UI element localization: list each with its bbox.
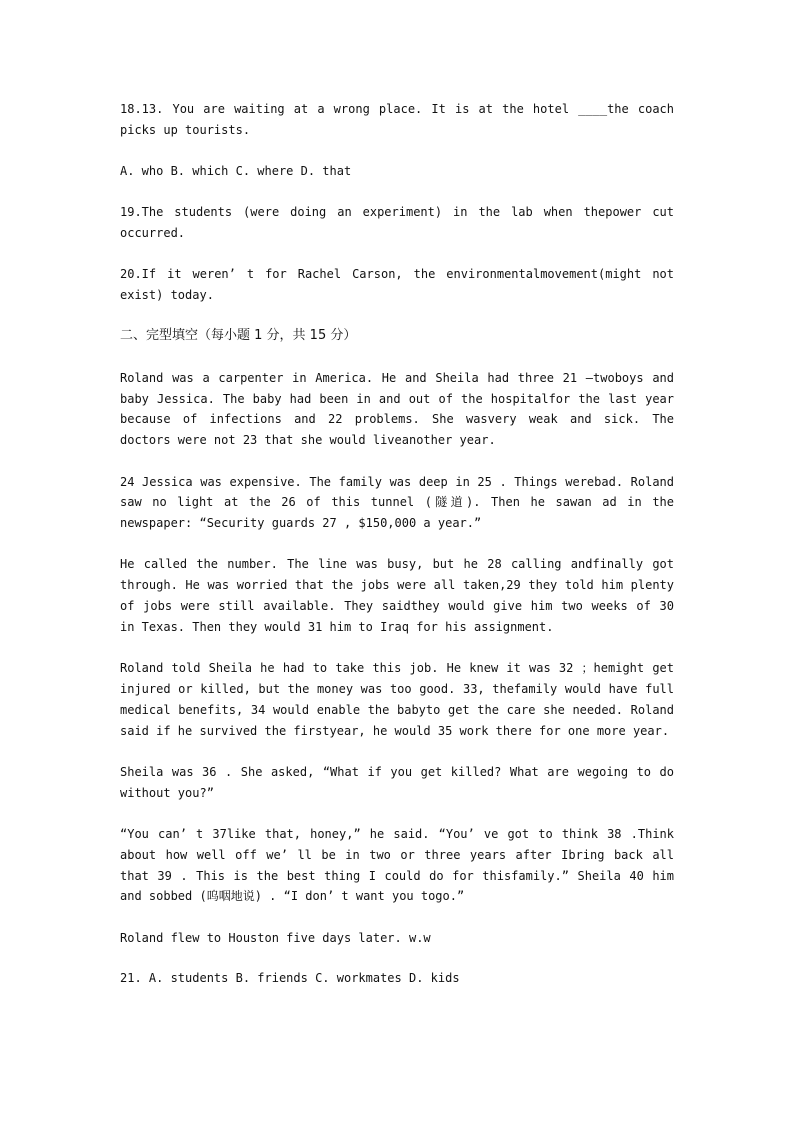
section-heading-cloze: 二、完型填空（每小题 1 分，共 15 分）: [120, 328, 357, 344]
question-19: 19.The students (were doing an experiment) in the lab when thepower cut occurred.: [120, 204, 674, 240]
document-page: [120, 99, 674, 1009]
question-18-options: A. who B. which C. where D. that: [120, 164, 352, 179]
question-18: 18.13. You are waiting at a wrong place. It is at the hotel ____the coach picks up tourists.: [120, 102, 674, 137]
passage-paragraph-3: He called the number. The line was busy, but he 28 calling andfinally got through. He was worried that the jobs were all taken,29 they told him plenty of jobs were still available. They saidthey would give him two weeks of 30 in Texas. Then they would 31 him to Iraq for his assignment.: [120, 557, 674, 634]
question-20: 20.If it weren’ t for Rachel Carson, the environmentalmovement(might not exist) today.: [120, 266, 674, 302]
passage-paragraph-4: Roland told Sheila he had to take this job. He knew it was 32 ；hemight get injured or killed, but the money was too good. 33, thefamily would have full medical benefits, 34 would enable the babyto get the care she needed. Roland said if he survived the firstyear, he would 35 work there for one more year.: [120, 661, 674, 738]
passage-paragraph-2: 24 Jessica was expensive. The family was deep in 25 . Things werebad. Roland saw no light at the 26 of this tunnel (隧道). Then he sawan ad in the newspaper: “Security guards 27 , $150,000 a year.”: [120, 474, 674, 531]
passage-paragraph-6: “You can’ t 37like that, honey,” he said. “You’ ve got to think 38 .Think about how well off we’ ll be in two or three years after Ibring back all that 39 . This is the best thing I could do for thisfamily.” Sheila 40 him and sobbed (呜咽地说) . “I don’ t want you togo.”: [120, 826, 674, 904]
passage-paragraph-1: Roland was a carpenter in America. He and Sheila had three 21 —twoboys and baby Jessica. The baby had been in and out of the hospitalfor the last year because of infections and 22 problems. She wasvery weak and sick. The doctors were not 23 that she would liveanother year.: [120, 370, 674, 448]
question-21-options: 21. A. students B. friends C. workmates D. kids: [120, 971, 460, 986]
passage-paragraph-5: Sheila was 36 . She asked, “What if you get killed? What are wegoing to do without you?”: [120, 764, 674, 800]
passage-paragraph-7: Roland flew to Houston five days later. w.w: [120, 930, 431, 945]
